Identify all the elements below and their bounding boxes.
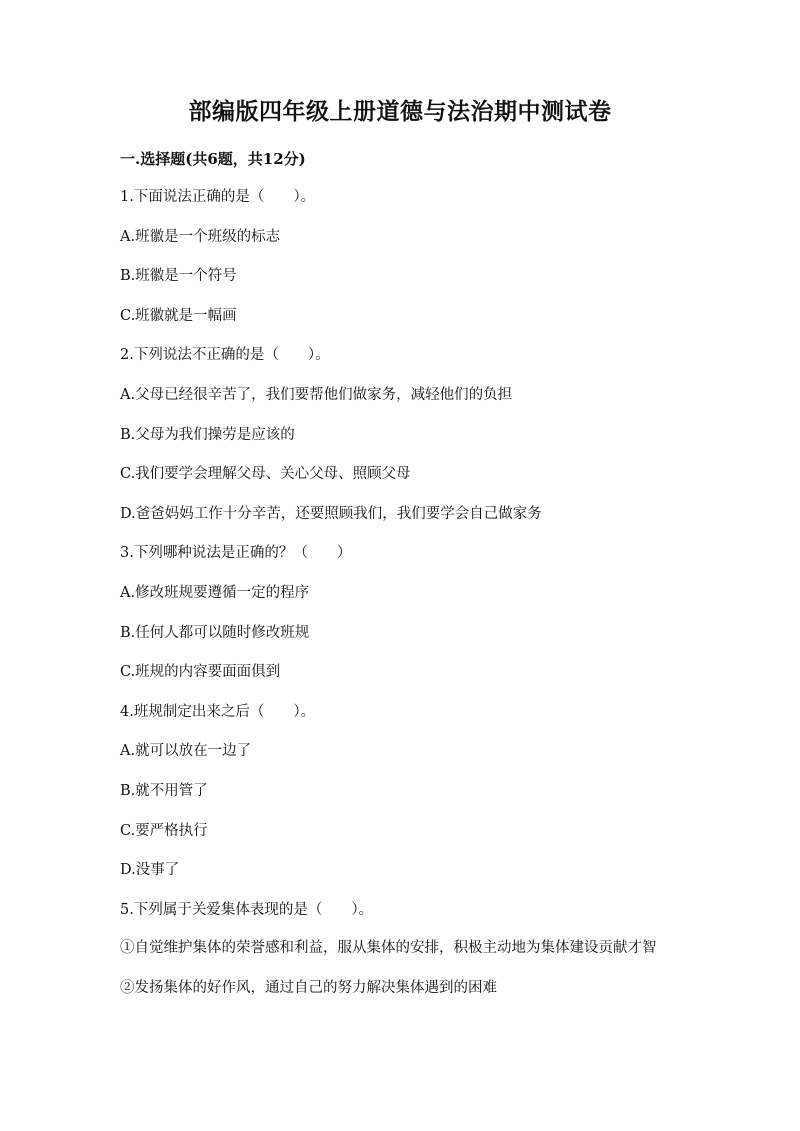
question-1-stem: 1.下面说法正确的是（ ）。: [120, 189, 316, 205]
question-5-statement-2: ②发扬集体的好作风，通过自己的努力解决集体遇到的困难: [120, 980, 497, 997]
question-3-option-a: A.修改班规要遵循一定的程序: [120, 584, 310, 601]
section-heading-multiple-choice: 一.选择题(共6题，共12分): [120, 150, 306, 168]
question-5-stem: 5.下列属于关爱集体表现的是（ ）。: [120, 901, 374, 918]
question-4-option-b: B.就不用管了: [120, 782, 208, 799]
question-4-option-c: C.要严格执行: [120, 822, 208, 839]
question-2-option-c: C.我们要学会理解父母、关心父母、照顾父母: [120, 466, 411, 483]
question-3-option-b: B.任何人都可以随时修改班规: [120, 624, 310, 641]
question-4-option-d: D.没事了: [120, 862, 180, 879]
question-1-option-b: B.班徽是一个符号: [120, 268, 237, 285]
question-4: [120, 693, 680, 891]
exam-title: 部编版四年级上册道德与法治期中测试卷: [188, 98, 612, 125]
question-5: [120, 891, 680, 1009]
question-3-option-c: C.班规的内容要面面俱到: [120, 664, 281, 681]
question-3: [120, 534, 680, 692]
question-1: [120, 178, 680, 336]
question-2: [120, 336, 680, 534]
question-1-option-a: A.班徽是一个班级的标志: [120, 228, 281, 245]
question-1-option-c: C.班徽就是一幅画: [120, 307, 237, 324]
question-2-option-d: D.爸爸妈妈工作十分辛苦，还要照顾我们，我们要学会自己做家务: [120, 505, 542, 522]
question-2-option-a: A.父母已经很辛苦了，我们要帮他们做家务，减轻他们的负担: [120, 386, 513, 403]
question-4-stem: 4.班规制定出来之后（ ）。: [120, 703, 316, 720]
question-3-stem: 3.下列哪种说法是正确的？（ ）: [120, 545, 352, 562]
question-5-statement-1: ①自觉维护集体的荣誉感和利益，服从集体的安排，积极主动地为集体建设贡献才智: [120, 940, 657, 957]
question-4-option-a: A.就可以放在一边了: [120, 743, 252, 760]
question-2-option-b: B.父母为我们操劳是应该的: [120, 426, 295, 443]
exam-content: [120, 140, 680, 1009]
question-2-stem: 2.下列说法不正确的是（ ）。: [120, 347, 330, 364]
